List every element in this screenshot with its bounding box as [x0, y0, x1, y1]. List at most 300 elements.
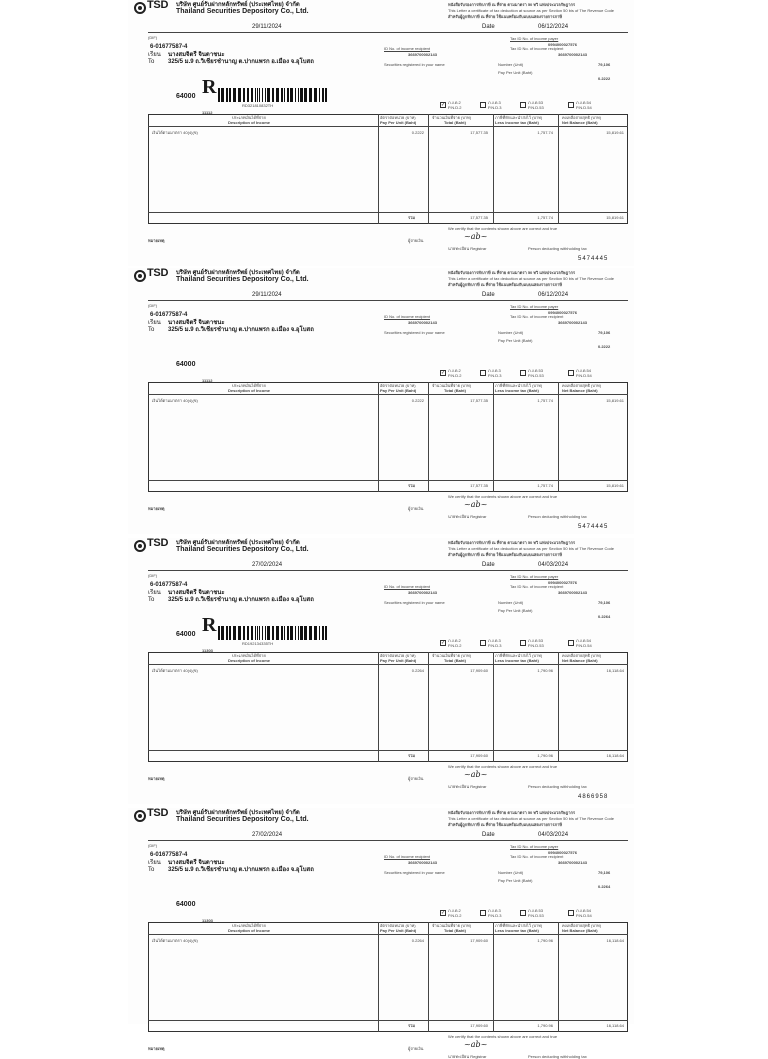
- tsd-logo-icon: [134, 540, 146, 552]
- postcode: 64000: [176, 901, 196, 908]
- postcode: 64000: [176, 93, 196, 100]
- col-total: Total (Baht): [444, 120, 466, 125]
- holder-id: 6-01677587-4: [150, 44, 188, 50]
- company-name-english: Thailand Securities Depository Co., Ltd.: [176, 546, 309, 553]
- row-tax: 1,757.74: [537, 130, 553, 135]
- barcode-bar: [251, 626, 253, 640]
- barcode-bar: [262, 626, 263, 640]
- col-divider-3: [493, 922, 494, 1032]
- row-net: 15,819.61: [606, 398, 624, 403]
- pnd3-label: ภ.ง.ด.3: [488, 638, 501, 643]
- note-label: หมายเหตุ: [148, 1046, 165, 1051]
- income-table-header-line: [148, 664, 628, 665]
- person-deducting-label: Person deducting withholding tax: [528, 246, 587, 251]
- sum-net: 15,819.61: [606, 215, 624, 220]
- pnd54-label: ภ.ง.ด.54: [576, 908, 591, 913]
- postcode: 64000: [176, 361, 196, 368]
- col-tax: Less income tax (Baht): [495, 928, 539, 933]
- pnd53-label-en: P.N.D.53: [528, 913, 544, 918]
- barcode-bar: [255, 626, 256, 640]
- header-divider: [148, 840, 628, 841]
- barcode-bar: [319, 88, 320, 102]
- recipient-tax-id-label: Tax ID No. of income recipient: [510, 314, 564, 319]
- pnd3-label-en: P.N.D.3: [488, 913, 502, 918]
- person-deducting-label: Person deducting withholding tax: [528, 784, 587, 789]
- pnd3-label: ภ.ง.ด.3: [488, 100, 501, 105]
- holder-id: 6-01677587-4: [150, 582, 188, 588]
- pnd2-checkbox: ✓: [441, 102, 446, 108]
- barcode-bar: [281, 88, 283, 102]
- tsd-logo-icon: [134, 270, 146, 282]
- barcode-bar: [284, 88, 285, 102]
- col-description: Description of Income: [228, 120, 271, 125]
- certificate-title-thai: หนังสือรับรองการหักภาษี ณ ที่จ่าย ตามมาตรา 50 ทวิ แห่งประมวลรัษฎากร: [448, 540, 576, 545]
- dif-label: (DIF): [148, 843, 158, 848]
- col-tax: Less income tax (Baht): [495, 658, 539, 663]
- certificate-subtitle-english: This Letter a certificate of tax deduction at source as per Section 50 bis of The Revenue Code: [448, 546, 615, 551]
- barcode-bar: [267, 88, 270, 102]
- col-tax-th: ภาษีที่หักและนำส่งไว้ (บาท): [495, 115, 543, 120]
- header-divider: [148, 32, 628, 33]
- document-number: 4866958: [578, 794, 609, 800]
- recipient-id-label: ID No. of income recipient: [384, 46, 431, 51]
- pnd3-label-en: P.N.D.3: [488, 105, 502, 110]
- payer-label: ผู้จ่ายเงิน: [408, 238, 424, 243]
- document-number: 5474445: [578, 524, 609, 530]
- pay-per-unit-value: 0.2264: [598, 884, 611, 889]
- row-net: 15,819.61: [606, 130, 624, 135]
- col-net: Net Balance (Baht): [562, 658, 598, 663]
- document-date: 27/02/2024: [252, 562, 283, 568]
- pnd2-checkbox: ✓: [441, 910, 446, 916]
- tsd-logo-icon: [134, 2, 146, 14]
- shares-units: 79,106: [598, 62, 611, 67]
- registered-mail-mark: R: [202, 76, 217, 98]
- pnd53-label: ภ.ง.ด.53: [528, 638, 543, 643]
- registrar-label: นายทะเบียน Registrar: [448, 784, 487, 789]
- pnd54-label-en: P.N.D.54: [576, 373, 592, 378]
- addressee-label: เรียน: [148, 860, 161, 866]
- pnd3-checkbox: [480, 370, 486, 376]
- holder-id: 6-01677587-4: [150, 312, 188, 318]
- col-divider-3: [493, 114, 494, 224]
- income-description: เงินได้ตามมาตรา 40(4)(ข): [152, 668, 198, 673]
- date-label: Date: [482, 562, 495, 568]
- barcode-bar: [272, 88, 274, 102]
- registrar-label: นายทะเบียน Registrar: [448, 246, 487, 251]
- registered-mail-mark: R: [202, 614, 217, 636]
- income-table-total-line: [148, 480, 628, 481]
- barcode-bar: [255, 88, 256, 102]
- row-net: 16,118.64: [606, 938, 624, 943]
- date-label: Date: [482, 292, 495, 298]
- pnd54-label: ภ.ง.ด.54: [576, 638, 591, 643]
- col-rate-th: อัตราต่อหน่วย (บาท): [380, 653, 416, 658]
- pnd2-label: ภ.ง.ด.2: [448, 638, 461, 643]
- recipient-tax-id-label: Tax ID No. of income recipient: [510, 46, 564, 51]
- barcode-bar: [259, 626, 260, 640]
- company-name-thai: บริษัท ศูนย์รับฝากหลักทรัพย์ (ประเทศไทย) จำกัด: [176, 2, 300, 8]
- recipient-id: 3669700002143: [408, 320, 437, 325]
- certify-statement: We certify that the contents shown above are correct and true: [448, 226, 558, 231]
- date-label: Date: [482, 24, 495, 30]
- recipient-id-label: ID No. of income recipient: [384, 854, 431, 859]
- sum-tax: 1,757.74: [537, 215, 553, 220]
- holder-address: 325/5 ม.9 ถ.วิเชียรชำนาญ ต.ปากแพรก อ.เมือง จ.อุโบสถ: [168, 867, 314, 873]
- col-divider-1: [378, 652, 379, 762]
- col-rate: Pay Per Unit (Baht): [380, 388, 417, 393]
- withholding-tax-certificate: [128, 538, 634, 804]
- col-divider-4: [558, 922, 559, 1032]
- addressee-label: เรียน: [148, 52, 161, 58]
- registered-mail-barcode: [218, 88, 330, 102]
- dif-label: (DIF): [148, 35, 158, 40]
- registrar-signature: ~ab~: [464, 232, 488, 241]
- tsd-logo: [134, 538, 176, 554]
- row-rate: 0.2264: [411, 668, 424, 673]
- total-label: รวม: [408, 483, 416, 488]
- certificate-date: 06/12/2024: [538, 292, 569, 298]
- pnd2-label: ภ.ง.ด.2: [448, 100, 461, 105]
- col-total: Total (Baht): [444, 658, 466, 663]
- to-label: To: [148, 597, 155, 603]
- recipient-id: 3669700002143: [408, 52, 437, 57]
- certificate-subtitle-english: This Letter a certificate of tax deduction at source as per Section 50 bis of The Revenue Code: [448, 8, 615, 13]
- to-label: To: [148, 59, 155, 65]
- document-date: 29/11/2024: [252, 292, 282, 298]
- pnd54-label-en: P.N.D.54: [576, 913, 592, 918]
- pnd2-label-en: P.N.D.2: [448, 913, 462, 918]
- dif-label: (DIF): [148, 303, 158, 308]
- registrar-label: นายทะเบียน Registrar: [448, 1054, 487, 1059]
- barcode-text: RD192134335TH: [242, 641, 274, 646]
- barcode-bar: [265, 626, 266, 640]
- col-description: Description of Income: [228, 928, 271, 933]
- note-label: หมายเหตุ: [148, 238, 165, 243]
- to-label: To: [148, 867, 155, 873]
- barcode-bar: [267, 626, 270, 640]
- certificate-copy-label: สำหรับผู้ถูกหักภาษี ณ ที่จ่าย ใช้แนบพร้อมกับแบบแสดงรายการภาษี: [448, 552, 562, 557]
- tsd-logo-text: TSD: [147, 0, 169, 11]
- barcode-bar: [304, 88, 307, 102]
- barcode-bar: [290, 626, 293, 640]
- barcode-bar: [276, 626, 279, 640]
- col-tax: Less income tax (Baht): [495, 388, 539, 393]
- pay-per-unit-value: 0.2222: [598, 76, 611, 81]
- barcode-bar: [257, 626, 258, 640]
- barcode-bar: [300, 626, 303, 640]
- barcode-bar: [247, 626, 249, 640]
- pnd54-label: ภ.ง.ด.54: [576, 368, 591, 373]
- barcode-bar: [295, 626, 296, 640]
- col-net-th: คงเหลือจ่ายสุทธิ (บาท): [562, 115, 602, 120]
- pay-per-unit-label: Pay Per Unit (Baht): [498, 608, 533, 613]
- certify-statement: We certify that the contents shown above are correct and true: [448, 1034, 558, 1039]
- pay-per-unit-value: 0.2264: [598, 614, 611, 619]
- registered-mail-barcode: [218, 626, 330, 640]
- col-rate-th: อัตราต่อหน่วย (บาท): [380, 115, 416, 120]
- tsd-logo-text: TSD: [147, 537, 169, 549]
- col-divider-1: [378, 114, 379, 224]
- barcode-bar: [309, 626, 312, 640]
- col-tax-th: ภาษีที่หักและนำส่งไว้ (บาท): [495, 923, 543, 928]
- row-total: 17,577.35: [470, 130, 488, 135]
- payer-label: ผู้จ่ายเงิน: [408, 776, 424, 781]
- certificate-title-thai: หนังสือรับรองการหักภาษี ณ ที่จ่าย ตามมาตรา 50 ทวิ แห่งประมวลรัษฎากร: [448, 270, 576, 275]
- col-divider-2: [428, 114, 429, 224]
- pay-per-unit-label: Pay Per Unit (Baht): [498, 338, 533, 343]
- col-divider-1: [378, 922, 379, 1032]
- pay-per-unit-value: 0.2222: [598, 344, 611, 349]
- pnd53-checkbox: [520, 910, 526, 916]
- col-divider-2: [428, 922, 429, 1032]
- barcode-bar: [322, 88, 324, 102]
- postcode: 64000: [176, 631, 196, 638]
- col-description-th: ประเภทเงินได้ที่จ่าย: [232, 923, 266, 928]
- pnd53-label: ภ.ง.ด.53: [528, 100, 543, 105]
- pnd53-label-en: P.N.D.53: [528, 105, 544, 110]
- row-rate: 0.2222: [411, 130, 424, 135]
- tsd-logo-text: TSD: [147, 267, 169, 279]
- barcode-bar: [325, 88, 327, 102]
- certificate-copy-label: สำหรับผู้ถูกหักภาษี ณ ที่จ่าย ใช้แนบพร้อมกับแบบแสดงรายการภาษี: [448, 822, 562, 827]
- barcode-bar: [322, 626, 324, 640]
- income-description: เงินได้ตามมาตรา 40(4)(ข): [152, 130, 198, 135]
- col-total-th: จำนวนเงินที่จ่าย (บาท): [432, 115, 472, 120]
- pnd53-checkbox: [520, 370, 526, 376]
- barcode-bar: [300, 88, 303, 102]
- pnd2-checkbox: ✓: [441, 370, 446, 376]
- row-rate: 0.2222: [411, 398, 424, 403]
- payer-tax-id: 0994000027576: [548, 42, 577, 47]
- person-deducting-label: Person deducting withholding tax: [528, 1054, 587, 1059]
- col-total: Total (Baht): [444, 388, 466, 393]
- pnd3-checkbox: [480, 640, 486, 646]
- pnd53-checkbox: [520, 640, 526, 646]
- payer-tax-id: 0994000027576: [548, 310, 577, 315]
- addressee-label: เรียน: [148, 320, 161, 326]
- col-total-th: จำนวนเงินที่จ่าย (บาท): [432, 383, 472, 388]
- certificate-title-thai: หนังสือรับรองการหักภาษี ณ ที่จ่าย ตามมาตรา 50 ทวิ แห่งประมวลรัษฎากร: [448, 810, 576, 815]
- barcode-bar: [284, 626, 285, 640]
- certify-statement: We certify that the contents shown above are correct and true: [448, 764, 558, 769]
- registrar-label: นายทะเบียน Registrar: [448, 514, 487, 519]
- holder-name: นางสมจิตรี จินดาชนะ: [168, 860, 225, 866]
- withholding-tax-certificate: [128, 0, 634, 266]
- barcode-bar: [272, 626, 274, 640]
- col-divider-3: [493, 652, 494, 762]
- col-rate: Pay Per Unit (Baht): [380, 928, 417, 933]
- row-rate: 0.2264: [411, 938, 424, 943]
- reference-code: 11303: [202, 918, 213, 923]
- payer-label: ผู้จ่ายเงิน: [408, 1046, 424, 1051]
- pnd2-label-en: P.N.D.2: [448, 105, 462, 110]
- row-net: 16,118.64: [606, 668, 624, 673]
- recipient-tax-id: 3669700002143: [558, 52, 587, 57]
- col-tax: Less income tax (Baht): [495, 120, 539, 125]
- pnd2-checkbox: ✓: [441, 640, 446, 646]
- col-divider-1: [378, 382, 379, 492]
- pnd3-checkbox: [480, 102, 486, 108]
- number-unit-label: Number (Unit): [498, 870, 524, 875]
- holder-name: นางสมจิตรี จินดาชนะ: [168, 320, 225, 326]
- barcode-bar: [218, 88, 220, 102]
- barcode-bar: [238, 88, 241, 102]
- number-unit-label: Number (Unit): [498, 600, 524, 605]
- col-net: Net Balance (Baht): [562, 388, 598, 393]
- company-name-thai: บริษัท ศูนย์รับฝากหลักทรัพย์ (ประเทศไทย) จำกัด: [176, 810, 300, 816]
- shares-units: 79,106: [598, 870, 611, 875]
- number-unit-label: Number (Unit): [498, 330, 524, 335]
- pay-per-unit-label: Pay Per Unit (Baht): [498, 70, 533, 75]
- certificate-title-thai: หนังสือรับรองการหักภาษี ณ ที่จ่าย ตามมาตรา 50 ทวิ แห่งประมวลรัษฎากร: [448, 2, 576, 7]
- securities-label: Securities registered in your name: [384, 62, 445, 67]
- sum-total: 17,577.35: [470, 483, 488, 488]
- securities-label: Securities registered in your name: [384, 330, 445, 335]
- barcode-bar: [229, 88, 231, 102]
- row-total: 17,577.35: [470, 398, 488, 403]
- company-name-english: Thailand Securities Depository Co., Ltd.: [176, 276, 309, 283]
- barcode-bar: [238, 626, 241, 640]
- holder-address: 325/5 ม.9 ถ.วิเชียรชำนาญ ต.ปากแพรก อ.เมือง จ.อุโบสถ: [168, 597, 314, 603]
- pnd54-checkbox: [568, 370, 574, 376]
- holder-name: นางสมจิตรี จินดาชนะ: [168, 52, 225, 58]
- payer-tax-id-label: Tax ID No. of income payer: [510, 574, 559, 579]
- col-net: Net Balance (Baht): [562, 928, 598, 933]
- income-table-total-line: [148, 212, 628, 213]
- sum-net: 16,118.64: [606, 1023, 624, 1028]
- pnd2-label: ภ.ง.ด.2: [448, 368, 461, 373]
- income-table-total-line: [148, 750, 628, 751]
- barcode-bar: [298, 626, 299, 640]
- sum-net: 16,118.64: [606, 753, 624, 758]
- col-total-th: จำนวนเงินที่จ่าย (บาท): [432, 653, 472, 658]
- barcode-bar: [295, 88, 296, 102]
- row-tax: 1,790.96: [537, 938, 553, 943]
- person-deducting-label: Person deducting withholding tax: [528, 514, 587, 519]
- sum-net: 15,819.61: [606, 483, 624, 488]
- registrar-signature: ~ab~: [464, 770, 488, 779]
- tsd-logo: [134, 268, 176, 284]
- pnd2-label-en: P.N.D.2: [448, 373, 462, 378]
- recipient-id: 3669700002143: [408, 590, 437, 595]
- recipient-id-label: ID No. of income recipient: [384, 314, 431, 319]
- sum-tax: 1,790.96: [537, 1023, 553, 1028]
- barcode-bar: [226, 626, 228, 640]
- pnd2-label: ภ.ง.ด.2: [448, 908, 461, 913]
- income-description: เงินได้ตามมาตรา 40(4)(ข): [152, 938, 198, 943]
- col-rate-th: อัตราต่อหน่วย (บาท): [380, 923, 416, 928]
- pnd54-checkbox: [568, 640, 574, 646]
- sum-tax: 1,757.74: [537, 483, 553, 488]
- col-net-th: คงเหลือจ่ายสุทธิ (บาท): [562, 383, 602, 388]
- col-net: Net Balance (Baht): [562, 120, 598, 125]
- barcode-bar: [287, 626, 289, 640]
- barcode-bar: [243, 626, 245, 640]
- shares-units: 79,106: [598, 330, 611, 335]
- pnd3-label: ภ.ง.ด.3: [488, 368, 501, 373]
- certificate-date: 06/12/2024: [538, 24, 569, 30]
- securities-label: Securities registered in your name: [384, 600, 445, 605]
- col-divider-4: [558, 114, 559, 224]
- reference-code: 11303: [202, 648, 213, 653]
- holder-address: 325/5 ม.9 ถ.วิเชียรชำนาญ ต.ปากแพรก อ.เมือง จ.อุโบสถ: [168, 327, 314, 333]
- company-name-thai: บริษัท ศูนย์รับฝากหลักทรัพย์ (ประเทศไทย) จำกัด: [176, 540, 300, 546]
- barcode-bar: [276, 88, 279, 102]
- shares-units: 79,106: [598, 600, 611, 605]
- dif-label: (DIF): [148, 573, 158, 578]
- note-label: หมายเหตุ: [148, 776, 165, 781]
- to-label: To: [148, 327, 155, 333]
- row-total: 17,909.60: [470, 668, 488, 673]
- document-number: 5474445: [578, 256, 609, 262]
- barcode-bar: [259, 88, 260, 102]
- income-description: เงินได้ตามมาตรา 40(4)(ข): [152, 398, 198, 403]
- sum-total: 17,909.60: [470, 1023, 488, 1028]
- pnd54-checkbox: [568, 910, 574, 916]
- pnd3-label-en: P.N.D.3: [488, 643, 502, 648]
- pnd3-label-en: P.N.D.3: [488, 373, 502, 378]
- document-date: 29/11/2024: [252, 24, 282, 30]
- date-label: Date: [482, 832, 495, 838]
- certify-statement: We certify that the contents shown above are correct and true: [448, 494, 558, 499]
- certificate-subtitle-english: This Letter a certificate of tax deduction at source as per Section 50 bis of The Revenue Code: [448, 276, 615, 281]
- col-total: Total (Baht): [444, 928, 466, 933]
- withholding-tax-certificate: [128, 807, 634, 1059]
- header-divider: [148, 570, 628, 571]
- pnd53-label: ภ.ง.ด.53: [528, 908, 543, 913]
- sum-tax: 1,790.96: [537, 753, 553, 758]
- col-tax-th: ภาษีที่หักและนำส่งไว้ (บาท): [495, 383, 543, 388]
- col-net-th: คงเหลือจ่ายสุทธิ (บาท): [562, 653, 602, 658]
- tsd-logo-icon: [134, 810, 146, 822]
- pay-per-unit-label: Pay Per Unit (Baht): [498, 878, 533, 883]
- col-net-th: คงเหลือจ่ายสุทธิ (บาท): [562, 923, 602, 928]
- reference-code: 11112: [202, 110, 213, 115]
- certificate-date: 04/03/2024: [538, 832, 569, 838]
- pnd53-checkbox: [520, 102, 526, 108]
- holder-name: นางสมจิตรี จินดาชนะ: [168, 590, 225, 596]
- income-table-header-line: [148, 126, 628, 127]
- income-table-total-line: [148, 1020, 628, 1021]
- barcode-bar: [319, 626, 320, 640]
- col-rate: Pay Per Unit (Baht): [380, 658, 417, 663]
- payer-tax-id: 0994000027576: [548, 580, 577, 585]
- certificate-copy-label: สำหรับผู้ถูกหักภาษี ณ ที่จ่าย ใช้แนบพร้อมกับแบบแสดงรายการภาษี: [448, 282, 562, 287]
- barcode-bar: [262, 88, 263, 102]
- pnd54-label: ภ.ง.ด.54: [576, 100, 591, 105]
- pnd53-label-en: P.N.D.53: [528, 373, 544, 378]
- col-divider-4: [558, 382, 559, 492]
- barcode-bar: [298, 88, 299, 102]
- payer-tax-id-label: Tax ID No. of income payer: [510, 844, 559, 849]
- col-rate: Pay Per Unit (Baht): [380, 120, 417, 125]
- barcode-bar: [251, 88, 253, 102]
- barcode-bar: [226, 88, 228, 102]
- sum-total: 17,909.60: [470, 753, 488, 758]
- reference-code: 11112: [202, 378, 213, 383]
- tsd-logo-text: TSD: [147, 807, 169, 819]
- barcode-bar: [229, 626, 231, 640]
- recipient-tax-id: 3669700002143: [558, 860, 587, 865]
- income-table-header-line: [148, 934, 628, 935]
- payer-tax-id-label: Tax ID No. of income payer: [510, 304, 559, 309]
- barcode-bar: [218, 626, 220, 640]
- barcode-bar: [243, 88, 245, 102]
- company-name-thai: บริษัท ศูนย์รับฝากหลักทรัพย์ (ประเทศไทย) จำกัด: [176, 270, 300, 276]
- pnd2-label-en: P.N.D.2: [448, 643, 462, 648]
- row-tax: 1,790.96: [537, 668, 553, 673]
